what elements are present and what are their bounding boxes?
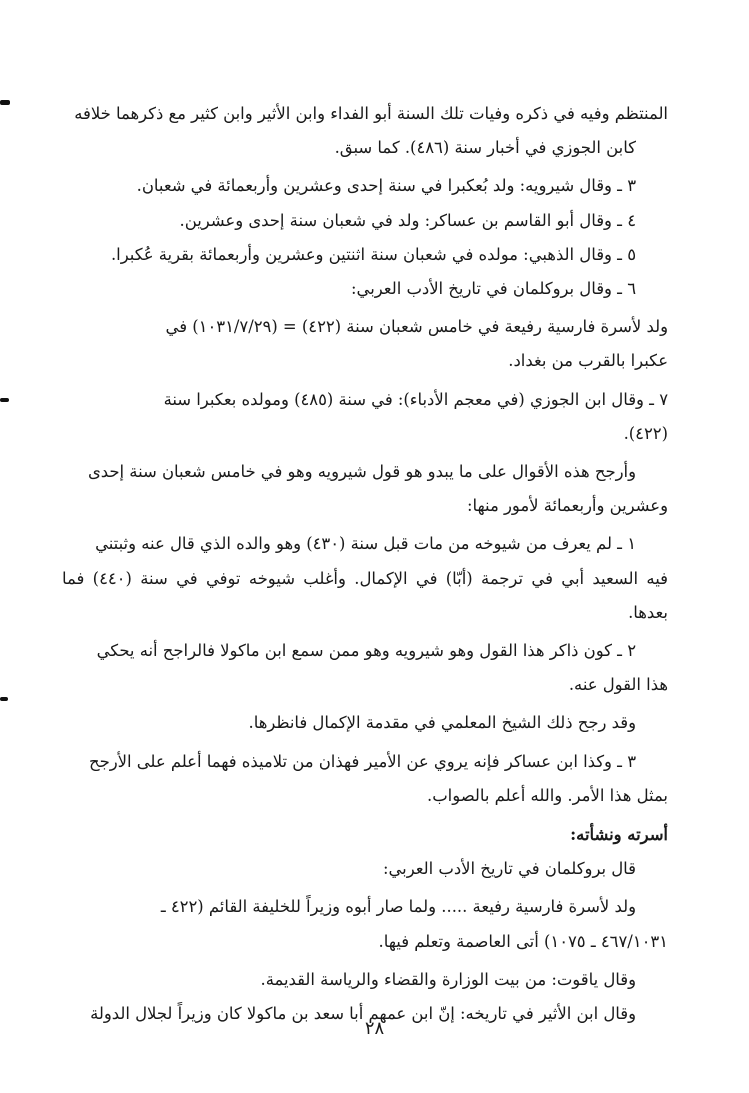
text-line: (٤٢٢). <box>623 423 668 443</box>
text-line: ولد لأسرة فارسية رفيعة في خامس شعبان سنة (٤٢٢) = (١٠٣١/٧/٢٩) في <box>165 317 668 337</box>
section-heading: أسرته ونشأته: <box>570 825 668 845</box>
text-line: وقد رجح ذلك الشيخ المعلمي في مقدمة الإكمال فانظرها. <box>248 713 636 733</box>
margin-mark <box>0 398 9 402</box>
text-line: ٧ ـ وقال ابن الجوزي (في معجم الأدباء): في سنة (٤٨٥) ومولده بعكبرا سنة <box>163 389 668 409</box>
text-line: ٢ ـ كون ذاكر هذا القول وهو شيرويه وهو ممن سمع ابن ماكولا فالراجح أنه يحكي <box>96 641 636 661</box>
page-number: ٢٨ <box>364 1018 385 1039</box>
text-line: ٤٦٧/١٠٣١ ـ ١٠٧٥) أتى العاصمة وتعلم فيها. <box>378 931 668 951</box>
margin-mark <box>0 697 8 701</box>
text-line: بمثل هذا الأمر. والله أعلم بالصواب. <box>427 785 668 805</box>
text-line: المنتظم وفيه في ذكره وفيات تلك السنة أبو الفداء وابن الأثير وابن كثير مع ذكرهما خلافه <box>74 104 668 123</box>
text-line: وأرجح هذه الأقوال على ما يبدو هو قول شيرويه وهو في خامس شعبان سنة إحدى <box>87 462 636 482</box>
text-line: عكبرا بالقرب من بغداد. <box>508 351 668 371</box>
text-line: ٥ ـ وقال الذهبي: مولده في شعبان سنة اثنتين وعشرين وأربعمائة بقرية عُكبرا. <box>110 244 636 264</box>
text-line: وعشرين وأربعمائة لأمور منها: <box>466 496 668 516</box>
text-line: وقال ياقوت: من بيت الوزارة والقضاء والرياسة القديمة. <box>260 969 636 989</box>
text-line: فيه السعيد أبي في ترجمة (أبّا) في الإكمال. وأغلب شيوخه توفي في سنة (٤٤٠) فما بعدها. <box>62 568 668 622</box>
text-line: وقال ابن الأثير في تاريخه: إنّ ابن عمهم أبا سعد بن ماكولا كان وزيراً لجلال الدولة <box>90 1004 636 1024</box>
text-line: قال بروكلمان في تاريخ الأدب العربي: <box>382 859 636 879</box>
text-line: ٣ ـ وقال شيرويه: ولد بُعكبرا في سنة إحدى وعشرين وأربعمائة في شعبان. <box>136 176 636 196</box>
text-line: ٣ ـ وكذا ابن عساكر فإنه يروي عن الأمير فهذان من تلاميذه فهما أعلم على الأرجح <box>89 751 636 771</box>
margin-mark <box>0 100 10 105</box>
text-line: ١ ـ لم يعرف من شيوخه من مات قبل سنة (٤٣٠) وهو والده الذي قال عنه وثبتني <box>95 534 636 554</box>
text-line: كابن الجوزي في أخبار سنة (٤٨٦). كما سبق. <box>334 138 636 158</box>
text-line: هذا القول عنه. <box>568 675 668 695</box>
text-line: ولد لأسرة فارسية رفيعة ..... ولما صار أبوه وزيراً للخليفة القائم (٤٢٢ ـ <box>160 897 636 917</box>
text-line: ٦ ـ وقال بروكلمان في تاريخ الأدب العربي: <box>351 279 636 299</box>
text-line: ٤ ـ وقال أبو القاسم بن عساكر: ولد في شعبان سنة إحدى وعشرين. <box>179 210 636 230</box>
body-text <box>62 97 668 1031</box>
